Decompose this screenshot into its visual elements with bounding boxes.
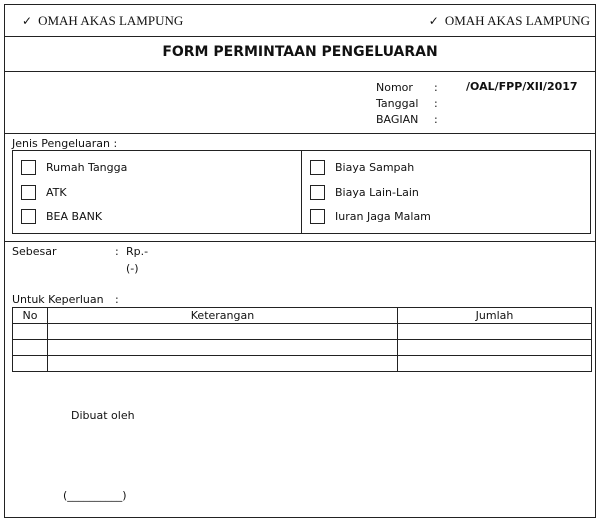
check-icon: ✓	[22, 14, 33, 28]
title-divider	[4, 71, 596, 72]
option-label: Rumah Tangga	[46, 161, 128, 174]
form-title: FORM PERMINTAAN PENGELUARAN	[162, 44, 438, 60]
sebesar-colon: :	[115, 245, 119, 258]
nomor-label: Nomor	[376, 81, 413, 94]
header-divider	[4, 36, 596, 37]
keperluan-label: Untuk Keperluan	[12, 293, 104, 306]
tanggal-label: Tanggal	[376, 97, 419, 110]
nomor-value: /OAL/FPP/XII/2017	[466, 80, 578, 93]
jenis-column-divider	[301, 150, 302, 234]
option-label: Biaya Sampah	[335, 161, 415, 174]
cell-jumlah[interactable]	[398, 324, 592, 340]
sebesar-currency: Rp.-	[126, 245, 149, 258]
header-left-brand	[22, 13, 183, 29]
cell-keterangan[interactable]	[48, 356, 398, 372]
cell-keterangan[interactable]	[48, 340, 398, 356]
dibuat-oleh-label: Dibuat oleh	[71, 409, 135, 422]
right-brand-text: OMAH AKAS LAMPUNG	[444, 13, 590, 28]
meta-divider	[4, 133, 596, 134]
bagian-label: BAGIAN	[376, 113, 419, 126]
checkbox[interactable]	[21, 160, 36, 175]
nomor-colon: :	[434, 81, 438, 94]
signature-line: (__________)	[63, 489, 127, 502]
jenis-divider	[4, 241, 596, 242]
table-row	[13, 356, 592, 372]
checkbox[interactable]	[21, 209, 36, 224]
option-label: ATK	[46, 186, 67, 199]
column-header-keterangan: Keterangan	[48, 308, 398, 324]
cell-no[interactable]	[13, 340, 48, 356]
bagian-colon: :	[434, 113, 438, 126]
table-row	[13, 340, 592, 356]
keperluan-table	[12, 307, 592, 372]
option-label: Biaya Lain-Lain	[335, 186, 419, 199]
cell-keterangan[interactable]	[48, 324, 398, 340]
checkbox[interactable]	[21, 185, 36, 200]
cell-no[interactable]	[13, 324, 48, 340]
checkbox[interactable]	[310, 209, 325, 224]
tanggal-colon: :	[434, 97, 438, 110]
option-biaya-sampah[interactable]	[310, 160, 414, 175]
option-label: BEA BANK	[46, 210, 103, 223]
header-right-brand	[429, 13, 590, 29]
option-atk[interactable]	[21, 185, 67, 200]
option-iuran-jaga-malam[interactable]	[310, 209, 431, 224]
option-rumah-tangga[interactable]	[21, 160, 127, 175]
option-bea-bank[interactable]	[21, 209, 102, 224]
cell-no[interactable]	[13, 356, 48, 372]
jenis-label: Jenis Pengeluaran :	[12, 137, 118, 150]
cell-jumlah[interactable]	[398, 356, 592, 372]
option-biaya-lain-lain[interactable]	[310, 185, 419, 200]
sebesar-words: (-)	[126, 262, 139, 275]
left-brand-text: OMAH AKAS LAMPUNG	[38, 13, 184, 28]
check-icon: ✓	[428, 14, 439, 28]
checkbox[interactable]	[310, 160, 325, 175]
keperluan-colon: :	[115, 293, 119, 306]
column-header-jumlah: Jumlah	[398, 308, 592, 324]
option-label: Iuran Jaga Malam	[335, 210, 431, 223]
checkbox[interactable]	[310, 185, 325, 200]
column-header-no: No	[13, 308, 48, 324]
table-row	[13, 324, 592, 340]
cell-jumlah[interactable]	[398, 340, 592, 356]
table-header-row	[13, 308, 592, 324]
sebesar-label: Sebesar	[12, 245, 57, 258]
